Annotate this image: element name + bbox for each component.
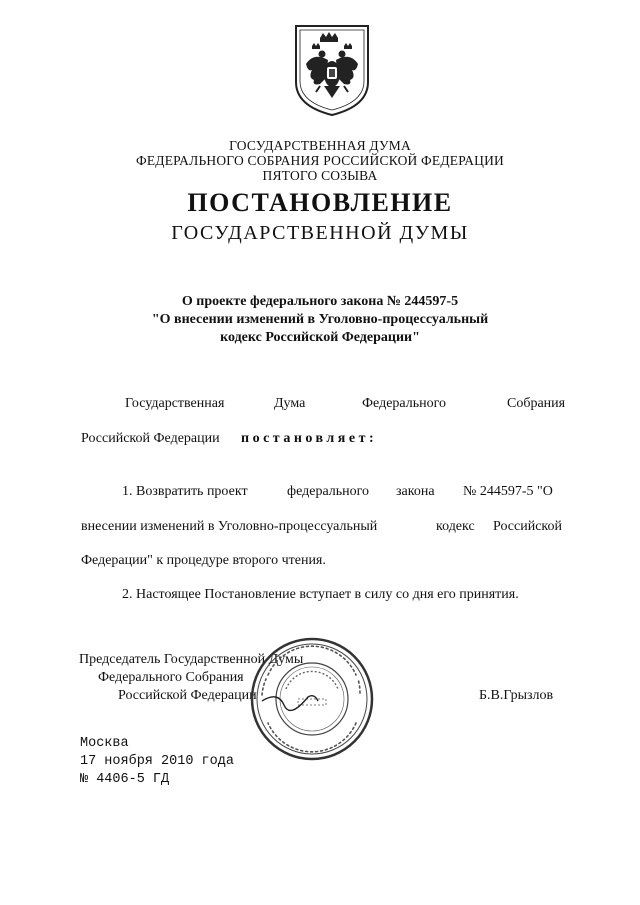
document-title: ПОСТАНОВЛЕНИЕ [187,188,453,217]
signatory-name: Б.В.Грызлов [479,688,554,703]
item1-word-3: закона [396,484,435,499]
signature-title-line-2: Федерального Собрания [98,670,244,685]
signature-title-line-3: Российской Федерации [118,688,257,703]
coat-of-arms-emblem [292,22,372,118]
document-number: № 4406-5 ГД [80,772,170,787]
document-subtitle: ГОСУДАРСТВЕННОЙ ДУМЫ [171,222,469,244]
date-label: 17 ноября 2010 года [80,754,234,769]
item1-word-1: 1. Возвратить проект [122,484,248,499]
subject-line-2: "О внесении изменений в Уголовно-процессуальный [151,312,489,327]
preamble-word-4: Собрания [507,396,566,411]
city-label: Москва [80,736,129,751]
item1-line2-part-3: Российской [493,519,562,534]
header-line-convocation: ПЯТОГО СОЗЫВА [262,168,378,183]
preamble-word-3: Федерального [362,396,447,411]
preamble-word-1: Государственная [125,396,225,411]
official-seal-stamp [248,635,376,763]
item2-text: 2. Настоящее Постановление вступает в силу со дня его принятия. [122,587,519,602]
item1-line-3: Федерации" к процедуре второго чтения. [81,553,326,568]
item1-word-4: № 244597-5 "О [463,484,553,499]
item1-line2-part-2: кодекс [436,519,475,534]
preamble-word-2: Дума [274,396,306,411]
preamble-line-2: Российской Федерации [81,431,220,446]
item1-line2-part-1: внесении изменений в Уголовно-процессуальный [81,519,378,534]
item1-word-2: федерального [287,484,370,499]
subject-line-1: О проекте федерального закона № 244597-5 [181,294,459,309]
header-line-federal-assembly: ФЕДЕРАЛЬНОГО СОБРАНИЯ РОССИЙСКОЙ ФЕДЕРАЦИИ [136,153,504,168]
decree-word: постановляет: [241,431,378,446]
header-line-duma: ГОСУДАРСТВЕННАЯ ДУМА [229,138,411,153]
signature-title-line-1: Председатель Государственной Думы [79,652,304,667]
subject-line-3: кодекс Российской Федерации" [220,330,420,345]
